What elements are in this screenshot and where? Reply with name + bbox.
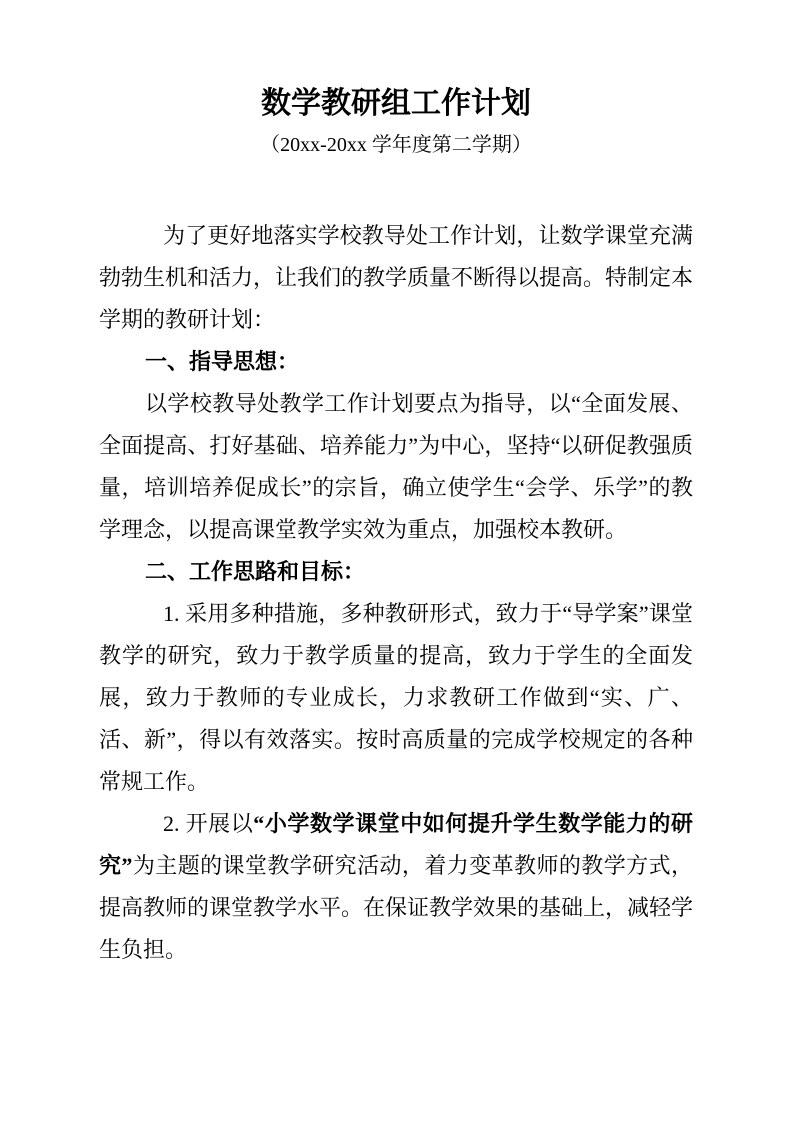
intro-paragraph: 为了更好地落实学校教导处工作计划，让数学课堂充满勃勃生机和活力，让我们的教学质量不断得以提高。特制定本学期的教研计划： <box>99 223 694 332</box>
section-2-item-1: 1. 采用多种措施，多种教研形式，致力于“导学案”课堂教学的研究，致力于教学质量的提高，致力于学生的全面发展，致力于教师的专业成长，力求教研工作做到“实、广、活、新”，得以有效落实。按时高质量的完成学校规定的各种常规工作。 <box>99 601 693 794</box>
document-body <box>99 215 693 971</box>
section-1-body: 以学校教导处教学工作计划要点为指导，以“全面发展、全面提高、打好基础、培养能力”为中心，坚持“以研促教强质量，培训培养促成长”的宗旨，确立使学生“会学、乐学”的教学理念，以提高课堂教学实效为重点，加强校本教研。 <box>99 391 693 542</box>
item-2-suffix: 为主题的课堂教学研究活动，着力变革教师的教学方式，提高教师的课堂教学水平。在保证教学效果的基础上，减轻学生负担。 <box>99 853 694 962</box>
item-2-emphasis: “小学数学课堂中如何提升学生数学能力的研究” <box>99 811 693 878</box>
item-2-prefix: 2. 开展以 <box>163 811 254 836</box>
section-1-heading: 一、指导思想： <box>145 349 300 374</box>
document-subtitle: （20xx-20xx 学年度第二学期） <box>260 134 532 156</box>
section-2-heading: 二、工作思路和目标： <box>145 559 366 584</box>
document-title: 数学教研组工作计划 <box>261 87 531 120</box>
section-2-item-2 <box>99 803 693 971</box>
